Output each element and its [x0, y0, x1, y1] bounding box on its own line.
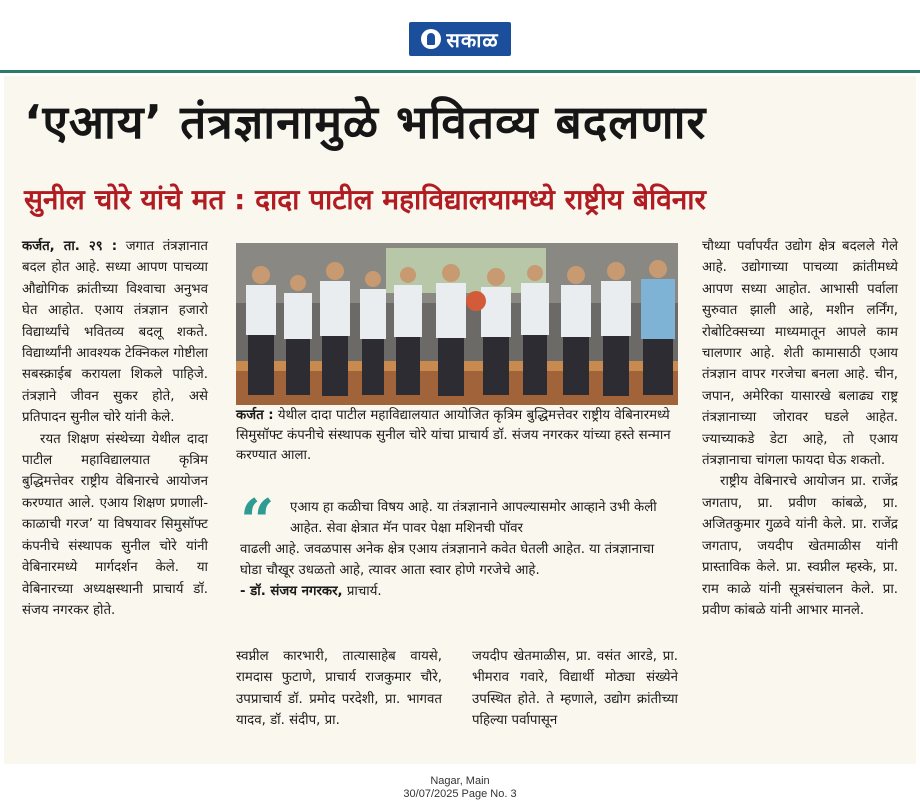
- news-photo: [236, 243, 678, 405]
- headline: ‘एआय’ तंत्रज्ञानामुळे भवितव्य बदलणार: [24, 95, 707, 149]
- masthead-name: सकाळ: [446, 27, 499, 52]
- logo-icon: [421, 29, 441, 49]
- pull-quote: [240, 497, 678, 602]
- photo-illustration: [236, 243, 678, 405]
- column-1: [22, 236, 208, 621]
- masthead-rule: [0, 70, 920, 73]
- column-4: [702, 236, 898, 621]
- photo-caption: [236, 406, 680, 466]
- paragraph: रयत शिक्षण संस्थेच्या येथील दादा पाटील महाविद्यालयात कृत्रिम बुद्धिमत्तेवर राष्ट्रीय वेबिनारचे आयोजन करण्यात आले. एआय शिक्षण प्रणाली-काळाची गरज’ या विषयावर सिमुसॉफ्ट कंपनीचे संस्थापक सुनील चोरे यांनी वेबिनारमध्ये मार्गदर्शन केले. या वेबिनारच्या अध्यक्षस्थानी प्राचार्य डॉ. संजय नगरकर होते.: [22, 431, 208, 618]
- date-page-label: 30/07/2025 Page No. 3: [403, 788, 517, 800]
- paragraph: चौथ्या पर्वापर्यंत उद्योग क्षेत्र बदलले गेले आहे. उद्योगाच्या पाचव्या क्रांतीमध्ये आपण सध्या आहोत. आभासी पर्वाला सुरुवात झाली आहे, मशीन लर्निंग, रोबोटिक्सच्या माध्यमातून आपले काम चालणार आहे. शेती कामासाठी एआय तंत्रज्ञान वापर गरजेचा बनला आहे. चीन, जपान, अमेरिका यासारखे बलाढ्य राष्ट्र तंत्रज्ञानाच्या जोरावर घडले आहेत. ज्याच्याकडे डेटा आहे, तो एआय तंत्रज्ञानाचा चांगला फायदा घेऊ शकतो.: [702, 239, 898, 469]
- column-2: [236, 646, 442, 732]
- edition-label: Nagar, Main: [430, 775, 490, 787]
- quote-author: - डॉ. संजय नगरकर,: [240, 584, 343, 599]
- paragraph: [22, 236, 208, 429]
- page-footer: [0, 775, 920, 801]
- quote-body: वाढली आहे. जवळपास अनेक क्षेत्र एआय तंत्रज्ञानाने कवेत घेतली आहेत. या तंत्रज्ञानाचा घोडा चौखूर उधळतो आहे, त्यावर आता स्वार होणे गरजेचे आहे.: [240, 542, 655, 578]
- paragraph: जयदीप खेतमाळीस, प्रा. वसंत आरडे, प्रा. भीमराव गवारे, विद्यार्थी मोठ्या संख्येने उपस्थित होते. ते म्हणाले, उद्योग क्रांतीच्या पहिल्या पर्वापासून: [472, 649, 678, 729]
- dateline: कर्जत, ता. २९ :: [22, 239, 118, 254]
- quote-icon: “: [240, 487, 275, 557]
- paragraph-text: जगात तंत्रज्ञानात बदल होत आहे. सध्या आपण पाचव्या औद्योगिक क्रांतीच्या विश्वाचा अनुभव घेत आहोत. एआय तंत्रज्ञान हजारो विद्यार्थ्यांचे भवितव्य बदलू शकते. विद्यार्थ्यांनी आवश्यक टेक्निकल गोष्टीला सबस्क्राईब करायला शिकले पाहिजे. तंत्रज्ञाने जीवन सुकर होते, असे प्रतिपादन सुनील चोरे यांनी केले.: [22, 239, 208, 426]
- paragraph: राष्ट्रीय वेबिनारचे आयोजन प्रा. राजेंद्र जगताप, प्रा. प्रवीण कांबळे, प्रा. अजितकुमार गुळवे यांनी केले. प्रा. राजेंद्र जगताप, जयदीप खेतमाळीस यांनी प्रास्ताविक केले. प्रा. स्वप्नील म्हस्के, प्रा. राम काळे यांनी सूत्रसंचालन केले. प्रा. प्रवीण कांबळे यांनी आभार मानले.: [702, 474, 898, 618]
- column-3: [472, 646, 678, 732]
- caption-place: कर्जत :: [236, 408, 274, 423]
- quote-lead: एआय हा कळीचा विषय आहे. या तंत्रज्ञानाने आपल्यासमोर आव्हाने उभी केली आहेत. सेवा क्षेत्रात मॅन पावर पेक्षा मशिनची पॉवर: [290, 500, 657, 536]
- masthead-logo: [409, 22, 511, 56]
- caption-text: येथील दादा पाटील महाविद्यालयात आयोजित कृत्रिम बुद्धिमत्तेवर राष्ट्रीय वेबिनारमध्ये सिमुसॉफ्ट कंपनीचे संस्थापक सुनील चोरे यांचा प्राचार्य डॉ. संजय नगरकर यांच्या हस्ते सन्मान करण्यात आला.: [236, 408, 671, 463]
- paragraph: स्वप्नील कारभारी, तात्यासाहेब वायसे, रामदास फुटाणे, प्राचार्य राजकुमार चौरे, उपप्राचार्य डॉ. प्रमोद परदेशी, प्रा. भागवत यादव, डॉ. संदीप, प्रा.: [236, 649, 442, 729]
- subheadline: सुनील चोरे यांचे मत : दादा पाटील महाविद्यालयामध्ये राष्ट्रीय बेविनार: [24, 183, 707, 216]
- quote-role: प्राचार्य.: [346, 584, 382, 599]
